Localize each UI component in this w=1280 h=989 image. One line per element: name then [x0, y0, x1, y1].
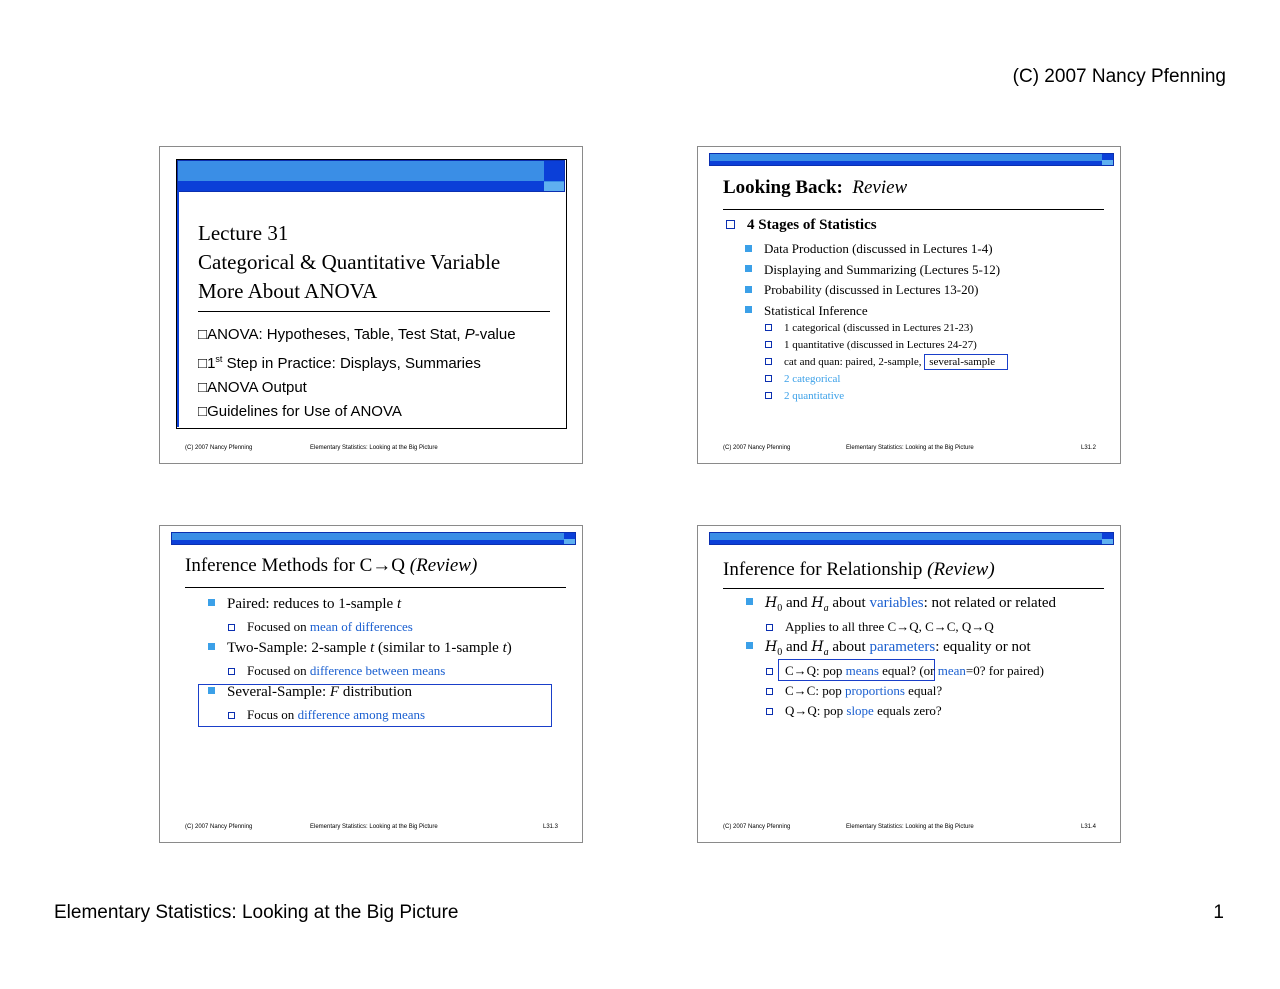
square-bullet-icon	[746, 642, 753, 649]
list-item: Q→Q: pop slope equals zero?	[766, 703, 942, 719]
slide-2-top-bar	[709, 153, 1114, 166]
slide-footer-copyright: (C) 2007 Nancy Pfenning	[723, 824, 791, 830]
slide-2-divider	[723, 209, 1104, 210]
outline-item: □Guidelines for Use of ANOVA	[198, 403, 402, 420]
hollow-bullet-icon	[766, 688, 773, 695]
slide-4-divider	[723, 588, 1104, 589]
slide-3-title: Inference Methods for C→Q (Review)	[185, 555, 478, 576]
slide-4-thumbnail[interactable]	[697, 525, 1121, 843]
slide-3-thumbnail[interactable]	[159, 525, 583, 843]
slide-number: L31.4	[1081, 824, 1097, 830]
inference-sublist	[765, 320, 1008, 405]
list-item: Statistical Inference	[745, 301, 1000, 322]
lecture-title: Lecture 31 Categorical & Quantitative Variable More About ANOVA	[198, 221, 501, 303]
slide-2-thumbnail[interactable]	[697, 146, 1121, 464]
list-item: Focus on difference among means	[228, 707, 425, 723]
hollow-bullet-icon	[766, 668, 773, 675]
list-item: 2 quantitative	[765, 388, 1008, 405]
outline-item: □1st Step in Practice: Displays, Summaries	[198, 354, 481, 372]
slide-footer-copyright: (C) 2007 Nancy Pfenning	[185, 824, 253, 830]
hollow-bullet-icon	[765, 324, 772, 331]
square-bullet-icon	[208, 643, 215, 650]
list-item: Focused on difference between means	[228, 663, 445, 679]
slide-footer-copyright: (C) 2007 Nancy Pfenning	[185, 445, 253, 451]
square-bullet-icon	[745, 286, 752, 293]
slide-number: L31.2	[1081, 445, 1097, 451]
list-item: Several-Sample: F distribution	[208, 684, 412, 701]
list-item: 1 quantitative (discussed in Lectures 24-27)	[765, 337, 1008, 354]
list-item: cat and quan: paired, 2-sample, several-sample	[765, 354, 1008, 371]
square-bullet-icon	[745, 265, 752, 272]
slide-4-title: Inference for Relationship (Review)	[723, 559, 995, 580]
page-header: (C) 2007 Nancy Pfenning	[1012, 66, 1226, 87]
several-sample-highlight: several-sample	[924, 354, 1008, 370]
page-number: 1	[1213, 902, 1224, 923]
outline-item: □ANOVA Output	[198, 379, 307, 396]
outline-item: □ANOVA: Hypotheses, Table, Test Stat, P-value	[198, 326, 516, 343]
slide-3-divider	[185, 587, 566, 588]
page-footer-title: Elementary Statistics: Looking at the Big Picture	[54, 902, 459, 923]
list-item: Data Production (discussed in Lectures 1-4)	[745, 239, 1000, 260]
hollow-bullet-icon	[765, 341, 772, 348]
stages-list	[745, 239, 1000, 321]
square-bullet-icon	[746, 598, 753, 605]
list-item: $H_0$ and $H_a$ about parameters: equality or not	[746, 639, 1031, 658]
hollow-bullet-icon	[766, 624, 773, 631]
hollow-bullet-icon	[765, 375, 772, 382]
slide-footer-course: Elementary Statistics: Looking at the Big Picture	[310, 824, 438, 830]
list-item: $H_0$ and $H_a$ about variables: not related or related	[746, 595, 1056, 614]
square-bullet-icon	[208, 599, 215, 606]
hollow-bullet-icon	[726, 220, 735, 229]
list-item: Probability (discussed in Lectures 13-20)	[745, 280, 1000, 301]
slide-footer-course: Elementary Statistics: Looking at the Big Picture	[846, 445, 974, 451]
hollow-bullet-icon	[765, 358, 772, 365]
stages-heading: 4 Stages of Statistics	[726, 217, 877, 234]
slide-1-left-accent	[177, 190, 179, 427]
hollow-bullet-icon	[228, 624, 235, 631]
slide-1-top-bar	[177, 160, 565, 192]
hollow-bullet-icon	[228, 712, 235, 719]
list-item: Applies to all three C→Q, C→C, Q→Q	[766, 619, 994, 635]
list-item: Displaying and Summarizing (Lectures 5-12)	[745, 260, 1000, 281]
slide-footer-course: Elementary Statistics: Looking at the Big Picture	[310, 445, 438, 451]
list-item: 2 categorical	[765, 371, 1008, 388]
list-item: Two-Sample: 2-sample t (similar to 1-sample t)	[208, 640, 512, 657]
list-item: C→C: pop proportions equal?	[766, 683, 942, 699]
slide-2-title: Looking Back: Review	[723, 177, 908, 198]
slide-1-thumbnail[interactable]	[159, 146, 583, 464]
title-divider	[198, 311, 550, 312]
square-bullet-icon	[208, 687, 215, 694]
list-item: Focused on mean of differences	[228, 619, 413, 635]
square-bullet-icon	[745, 245, 752, 252]
slide-4-top-bar	[709, 532, 1114, 545]
slide-footer-copyright: (C) 2007 Nancy Pfenning	[723, 445, 791, 451]
list-item: Paired: reduces to 1-sample t	[208, 596, 401, 613]
list-item: 1 categorical (discussed in Lectures 21-23)	[765, 320, 1008, 337]
list-item: C→Q: pop means equal? (or mean=0? for paired)	[766, 663, 1044, 679]
square-bullet-icon	[745, 306, 752, 313]
slide-footer-course: Elementary Statistics: Looking at the Big Picture	[846, 824, 974, 830]
hollow-bullet-icon	[765, 392, 772, 399]
slide-number: L31.3	[543, 824, 559, 830]
slide-3-top-bar	[171, 532, 576, 545]
lecture-outline	[198, 323, 516, 424]
hollow-bullet-icon	[766, 708, 773, 715]
hollow-bullet-icon	[228, 668, 235, 675]
